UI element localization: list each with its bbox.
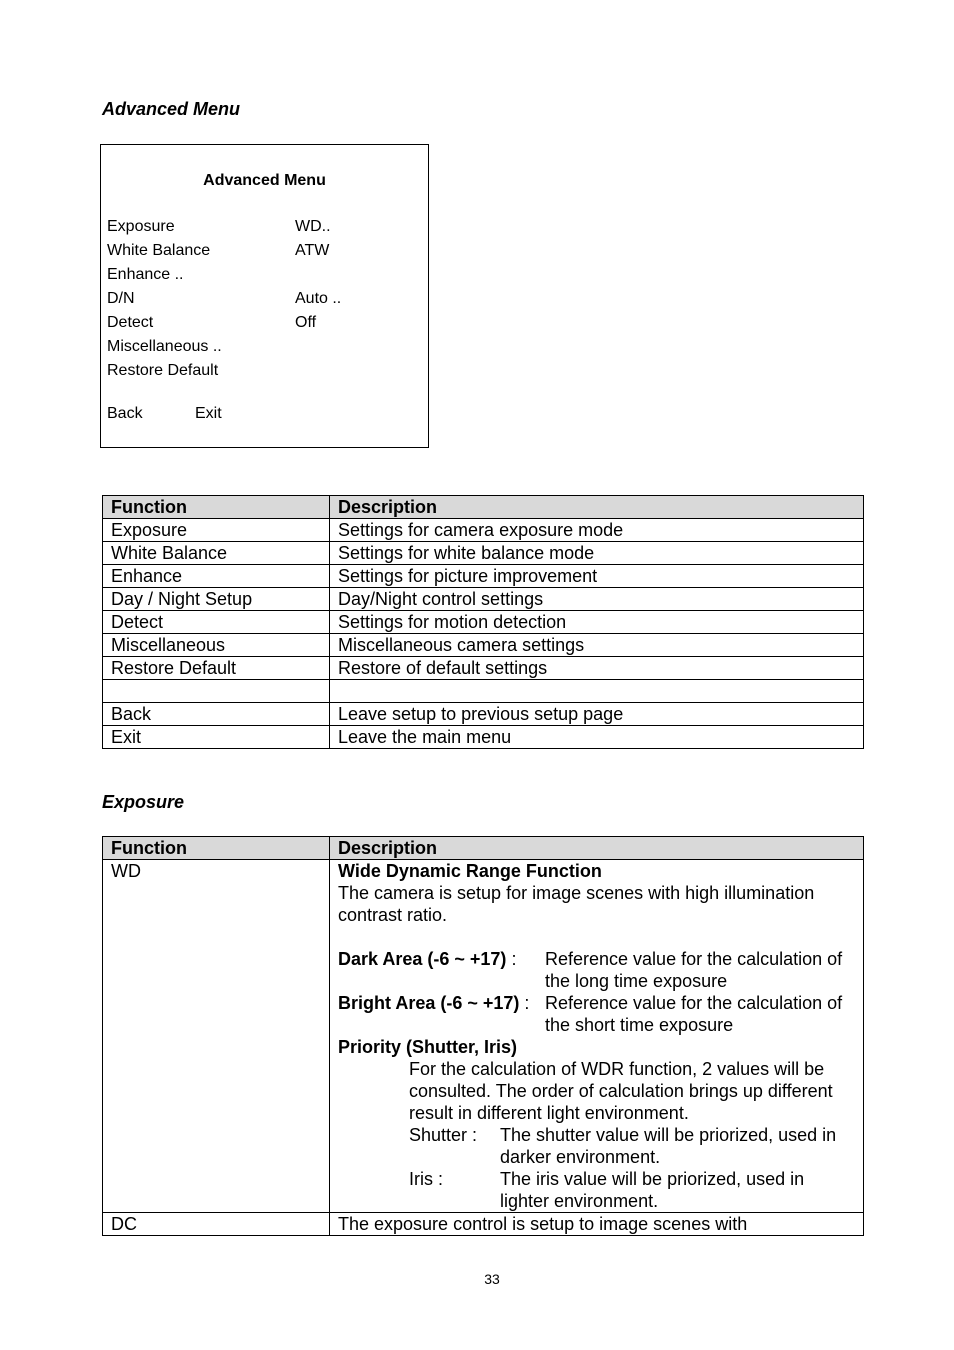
dark-area-label: Dark Area (-6 ~ +17) [338, 949, 507, 969]
description-cell: Miscellaneous camera settings [330, 634, 864, 657]
description-cell: Leave the main menu [330, 726, 864, 749]
description-cell [330, 860, 864, 1213]
bright-area-label: Bright Area (-6 ~ +17) [338, 993, 520, 1013]
menu-back-label: Back [107, 405, 143, 422]
function-cell: Exit [103, 726, 330, 749]
function-cell: Enhance [103, 565, 330, 588]
function-cell: White Balance [103, 542, 330, 565]
dark-area-row [338, 948, 855, 992]
description-cell: Settings for camera exposure mode [330, 519, 864, 542]
function-cell: Detect [103, 611, 330, 634]
menu-exit-label: Exit [195, 405, 222, 422]
description-cell [330, 680, 864, 703]
table-header-row [103, 496, 864, 519]
column-header-function: Function [103, 496, 330, 519]
function-cell: DC [103, 1213, 330, 1236]
bright-area-desc: Reference value for the calculation of the short time exposure [545, 993, 843, 1035]
iris-label: Iris : [409, 1169, 443, 1189]
bright-area-separator: : [519, 993, 530, 1013]
osd-menu-box [100, 144, 429, 448]
table-row-empty [103, 680, 864, 703]
description-cell: Settings for motion detection [330, 611, 864, 634]
table-row [103, 611, 864, 634]
advanced-menu-function-table [102, 495, 864, 749]
function-cell: Day / Night Setup [103, 588, 330, 611]
menu-item-label: White Balance [107, 242, 211, 259]
iris-desc: The iris value will be priorized, used in lighter environment. [500, 1169, 805, 1211]
description-cell: Leave setup to previous setup page [330, 703, 864, 726]
table-row-wd [103, 860, 864, 1213]
table-row [103, 726, 864, 749]
shutter-label: Shutter : [409, 1125, 478, 1145]
menu-item-value: ATW [295, 242, 330, 259]
section-heading-exposure: Exposure [102, 792, 185, 812]
function-cell: Exposure [103, 519, 330, 542]
menu-item-label: Enhance .. [107, 266, 184, 283]
menu-item-label: D/N [107, 290, 135, 307]
description-cell: Settings for picture improvement [330, 565, 864, 588]
priority-desc: For the calculation of WDR function, 2 values will be consulted. The order of calculation brings up different result in different light environment. [409, 1059, 833, 1123]
exposure-function-table [102, 836, 864, 1236]
description-cell: Settings for white balance mode [330, 542, 864, 565]
dark-area-desc: Reference value for the calculation of the long time exposure [545, 949, 843, 991]
table-row-dc [103, 1213, 864, 1236]
description-cell: Restore of default settings [330, 657, 864, 680]
table-row [103, 703, 864, 726]
menu-title: Advanced Menu [203, 172, 326, 189]
function-cell [103, 680, 330, 703]
function-cell: Back [103, 703, 330, 726]
table-row [103, 542, 864, 565]
description-cell: Day/Night control settings [330, 588, 864, 611]
shutter-row [338, 1124, 855, 1168]
menu-item-value: Auto .. [295, 290, 342, 307]
menu-item-value: WD.. [295, 218, 331, 235]
bright-area-row [338, 992, 855, 1036]
menu-item-value: Off [295, 314, 317, 331]
table-row [103, 657, 864, 680]
column-header-function: Function [103, 837, 330, 860]
page-number: 33 [484, 1271, 500, 1287]
column-header-description: Description [330, 496, 864, 519]
function-cell: WD [103, 860, 330, 1213]
shutter-desc: The shutter value will be priorized, used in darker environment. [500, 1125, 837, 1167]
table-row [103, 519, 864, 542]
menu-item-label: Restore Default [107, 362, 219, 379]
iris-row [338, 1168, 855, 1212]
wd-intro: The camera is setup for image scenes with high illumination contrast ratio. [338, 883, 815, 925]
dark-area-separator: : [506, 949, 517, 969]
table-row [103, 634, 864, 657]
wd-title: Wide Dynamic Range Function [338, 861, 602, 881]
table-row [103, 588, 864, 611]
function-cell: Restore Default [103, 657, 330, 680]
menu-item-label: Miscellaneous .. [107, 338, 222, 355]
priority-label: Priority (Shutter, Iris) [338, 1037, 518, 1057]
function-cell: Miscellaneous [103, 634, 330, 657]
menu-item-label: Detect [107, 314, 154, 331]
section-heading-advanced-menu: Advanced Menu [102, 99, 241, 119]
table-row [103, 565, 864, 588]
table-header-row [103, 837, 864, 860]
description-cell: The exposure control is setup to image scenes with [330, 1213, 864, 1236]
column-header-description: Description [330, 837, 864, 860]
menu-item-label: Exposure [107, 218, 175, 235]
